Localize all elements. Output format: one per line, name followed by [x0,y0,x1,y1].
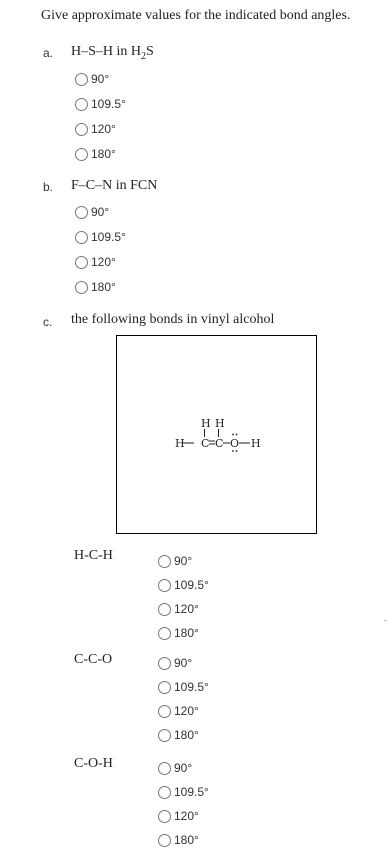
question-a-in: in [116,44,128,59]
question-b-in: in [115,178,127,193]
option-coh-109-5[interactable]: 109.5° [158,784,209,800]
lone-pair-dot [232,450,234,452]
option-coh-120[interactable]: 120° [158,808,209,824]
diagram-atom-c2: C [215,437,224,450]
radio-button-icon[interactable] [75,281,88,294]
option-coh-90[interactable]: 90° [158,760,209,776]
option-b-109-5[interactable]: 109.5° [75,229,126,245]
question-a-bond: H–S–H [71,44,114,59]
radio-button-icon[interactable] [75,256,88,269]
lewis-structure [117,336,316,533]
option-cco-120[interactable]: 120° [158,703,209,719]
radio-button-icon[interactable] [158,705,171,718]
radio-button-icon[interactable] [158,810,171,823]
radio-button-icon[interactable] [158,729,171,742]
question-a-molecule: $H_2S$ [130,44,154,62]
question-b-letter: b. [43,180,54,194]
subquestion-cco-options [158,655,209,743]
radio-button-icon[interactable] [158,627,171,640]
option-a-109-5[interactable]: 109.5° [75,96,126,112]
question-a-letter: a. [43,46,54,60]
question-a-text [71,44,154,62]
radio-button-icon[interactable] [158,657,171,670]
question-c-letter: c. [43,315,53,329]
lone-pair-dot [232,434,234,436]
question-b-options [75,204,126,295]
radio-button-icon[interactable] [75,123,88,136]
option-cco-90[interactable]: 90° [158,655,209,671]
radio-button-icon[interactable] [75,73,88,86]
option-coh-180[interactable]: 180° [158,832,209,848]
radio-button-icon[interactable] [75,148,88,161]
option-a-90[interactable]: 90° [75,71,126,87]
option-a-120[interactable]: 120° [75,121,126,137]
subquestion-label-hch: H-C-H [74,548,113,563]
radio-button-icon[interactable] [158,762,171,775]
lone-pair-dot [236,450,238,452]
question-b-molecule: FCN [130,178,158,193]
subquestion-coh-options [158,760,209,848]
option-cco-109-5[interactable]: 109.5° [158,679,209,695]
radio-button-icon[interactable] [75,206,88,219]
question-c-text: the following bonds in vinyl alcohol [71,312,275,327]
subquestion-hch-options [158,553,209,641]
option-hch-180[interactable]: 180° [158,625,209,641]
radio-button-icon[interactable] [158,555,171,568]
radio-button-icon[interactable] [158,786,171,799]
lone-pair-dot [236,434,238,436]
option-b-120[interactable]: 120° [75,254,126,270]
option-cco-180[interactable]: 180° [158,727,209,743]
option-a-180[interactable]: 180° [75,146,126,162]
diagram-atom-c1: C [201,437,210,450]
diagram-atom-h-left: H [175,437,185,450]
radio-button-icon[interactable] [75,231,88,244]
option-hch-109-5[interactable]: 109.5° [158,577,209,593]
diagram-top-h-right: H [215,417,225,430]
radio-button-icon[interactable] [158,681,171,694]
question-a-options [75,71,126,162]
diagram-top-h-left: H [201,417,211,430]
option-b-90[interactable]: 90° [75,204,126,220]
question-b-text [71,178,157,194]
subquestion-label-coh: C-O-H [74,756,113,771]
question-b-bond: F–C–N [71,178,113,193]
question-title: Give approximate values for the indicated bond angles. [41,8,351,23]
subquestion-label-cco: C-C-O [74,652,113,667]
diagram-atom-h-right: H [251,437,261,450]
vinyl-alcohol-diagram [116,335,317,534]
radio-button-icon[interactable] [158,603,171,616]
option-hch-120[interactable]: 120° [158,601,209,617]
radio-button-icon[interactable] [158,834,171,847]
option-hch-90[interactable]: 90° [158,553,209,569]
option-b-180[interactable]: 180° [75,279,126,295]
diagram-atom-o: O [230,437,240,450]
radio-button-icon[interactable] [75,98,88,111]
radio-button-icon[interactable] [158,579,171,592]
